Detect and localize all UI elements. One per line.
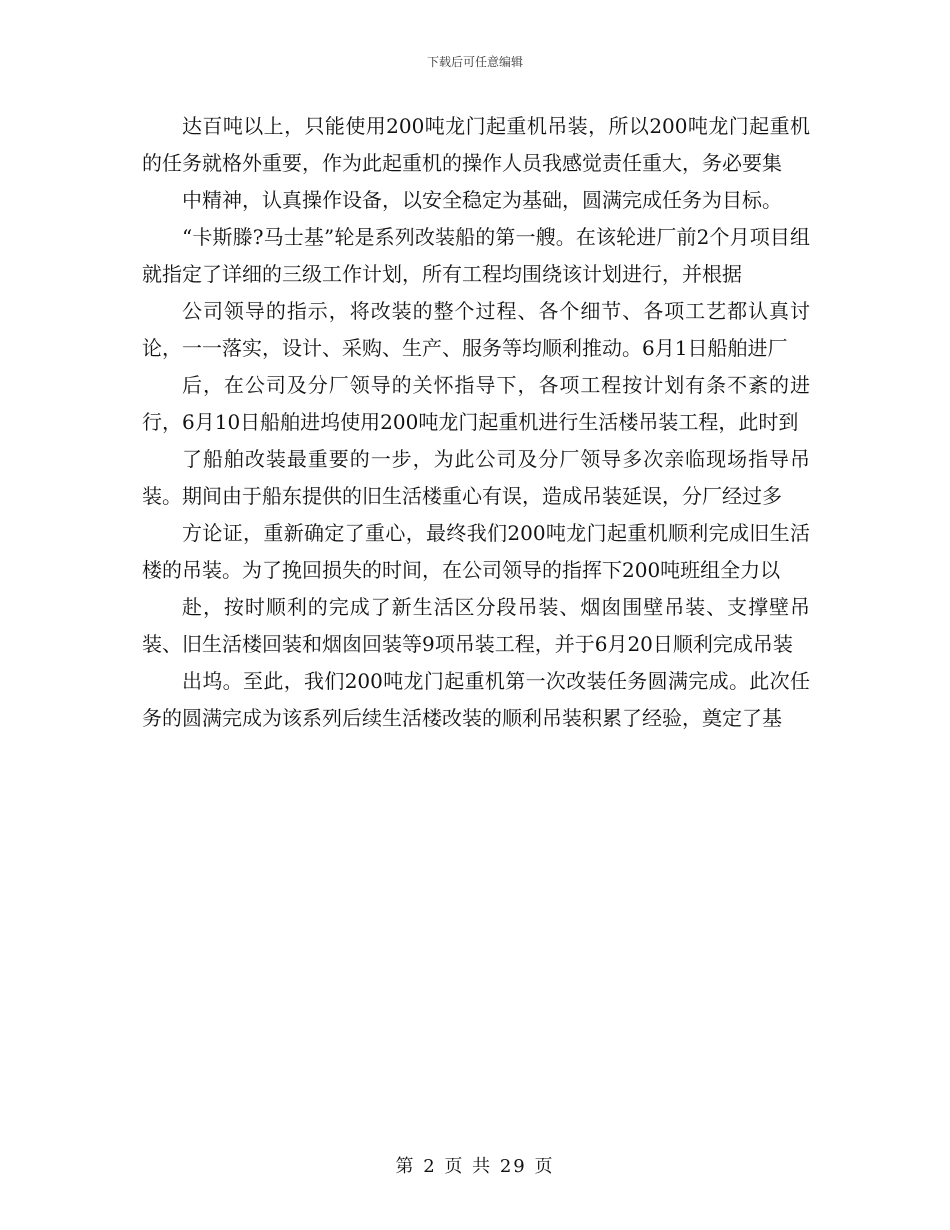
document-body	[142, 108, 810, 737]
paragraph: 公司领导的指示，将改装的整个过程、各个细节、各项工艺都认真讨论，一一落实，设计、采购、生产、服务等均顺利推动。6月1日船舶进厂	[142, 299, 810, 360]
paragraph: 了船舶改装最重要的一步，为此公司及分厂领导多次亲临现场指导吊装。期间由于船东提供的旧生活楼重心有误，造成吊装延误，分厂经过多	[142, 447, 810, 508]
paragraph: 方论证，重新确定了重心，最终我们200吨龙门起重机顺利完成旧生活楼的吊装。为了挽回损失的时间，在公司领导的指挥下200吨班组全力以	[142, 521, 810, 582]
paragraph: 中精神，认真操作设备，以安全稳定为基础，圆满完成任务为目标。	[182, 188, 782, 212]
paragraph: “卡斯滕?马士基”轮是系列改装船的第一艘。在该轮进厂前2个月项目组就指定了详细的三级工作计划，所有工程均围绕该计划进行，并根据	[142, 225, 810, 286]
page-header-note: 下载后可任意编辑	[426, 55, 523, 69]
paragraph: 赴，按时顺利的完成了新生活区分段吊装、烟囱围壁吊装、支撑壁吊装、旧生活楼回装和烟囱回装等9项吊装工程，并于6月20日顺利完成吊装	[142, 595, 810, 656]
paragraph: 后，在公司及分厂领导的关怀指导下，各项工程按计划有条不紊的进行，6月10日船舶进坞使用200吨龙门起重机进行生活楼吊装工程，此时到	[142, 373, 810, 434]
page-number-footer: 第 2 页 共 29 页	[395, 1156, 555, 1177]
paragraph: 达百吨以上，只能使用200吨龙门起重机吊装，所以200吨龙门起重机的任务就格外重要，作为此起重机的操作人员我感觉责任重大，务必要集	[142, 114, 810, 175]
paragraph: 出坞。至此，我们200吨龙门起重机第一次改装任务圆满完成。此次任务的圆满完成为该系列后续生活楼改装的顺利吊装积累了经验，奠定了基	[142, 669, 810, 730]
